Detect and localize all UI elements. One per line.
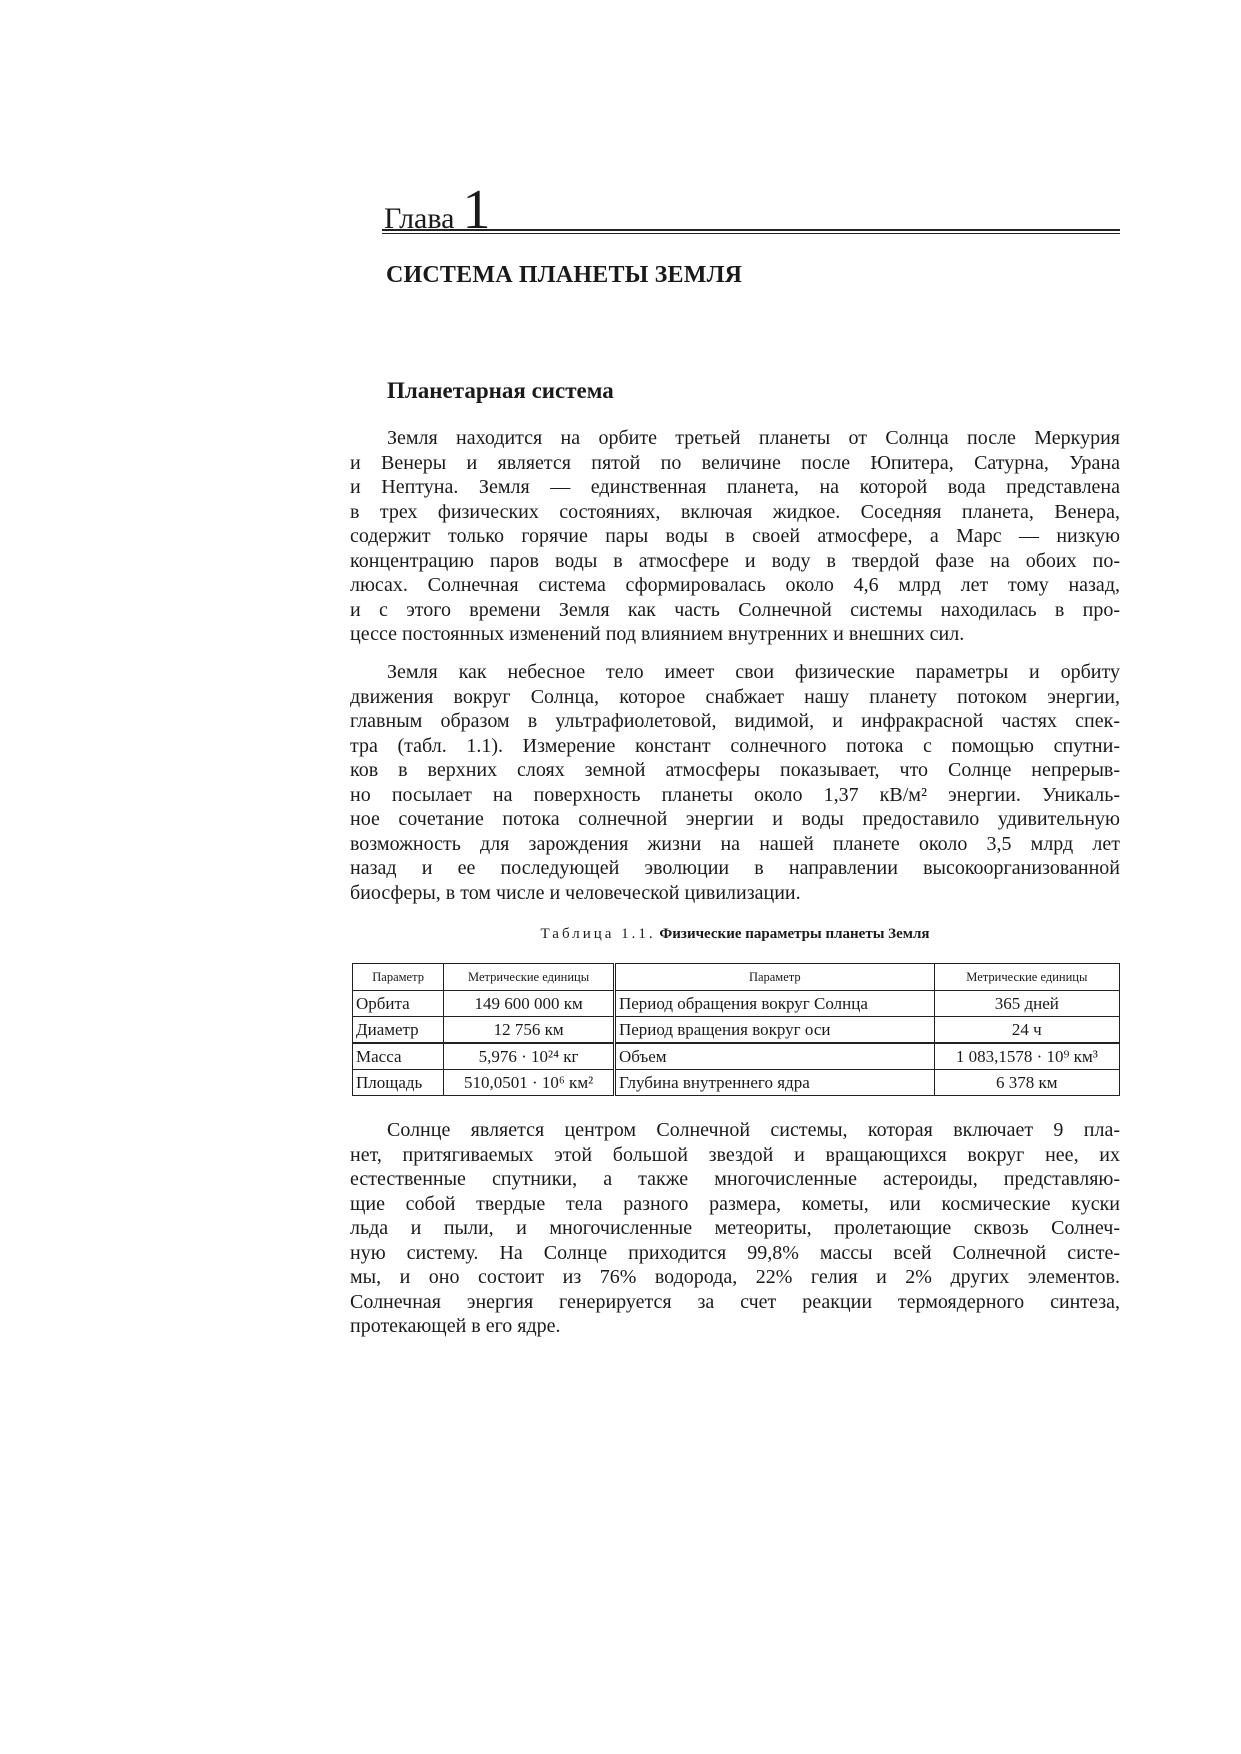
- text-line: и с этого времени Земля как часть Солнечной системы находилась в про-: [350, 598, 1120, 621]
- chapter-number: 1: [462, 179, 491, 241]
- table-cell: 149 600 000 км: [444, 991, 615, 1017]
- text-line: возможность для зарождения жизни на нашей планете около 3,5 млрд лет: [350, 832, 1120, 855]
- text-line: Земля как небесное тело имеет свои физические параметры и орбиту: [387, 661, 1120, 683]
- text-line: нет, притягиваемых этой большой звездой и вращающихся вокруг нее, их: [350, 1143, 1120, 1166]
- table-cell: Глубина внутреннего ядра: [614, 1070, 934, 1096]
- text-line: Солнце является центром Солнечной системы, которая включает 9 пла-: [387, 1119, 1120, 1141]
- text-line: щие собой твердые тела разного размера, кометы, или космические куски: [350, 1192, 1120, 1215]
- paragraph-1: [350, 426, 1120, 647]
- table-cell: 6 378 км: [934, 1070, 1119, 1096]
- table-caption: [350, 926, 1120, 943]
- text-line: льда и пыли, и многочисленные метеориты, пролетающие сквозь Солнеч-: [350, 1217, 1120, 1239]
- table-cell: 12 756 км: [444, 1017, 615, 1044]
- table-row: [353, 1043, 1120, 1070]
- table-cell: Масса: [353, 1043, 444, 1070]
- table-row: [353, 1070, 1120, 1096]
- text-line: Солнечная энергия генерируется за счет реакции термоядерного синтеза,: [350, 1290, 1120, 1313]
- table-cell: 5,976 · 10²⁴ кг: [444, 1043, 615, 1070]
- text-line: цессе постоянных изменений под влиянием внутренних и внешних сил.: [350, 623, 965, 645]
- header-cell: Метрические единицы: [934, 964, 1119, 991]
- text-line: люсах. Солнечная система сформировалась около 4,6 млрд лет тому назад,: [350, 574, 1120, 596]
- text-line: назад и ее последующей эволюции в направлении высокоорганизованной: [350, 857, 1120, 879]
- text-line: мы, и оно состоит из 76% водорода, 22% гелия и 2% других элементов.: [350, 1266, 1120, 1288]
- table-header-row: [353, 964, 1120, 991]
- chapter-label: Глава: [384, 202, 455, 235]
- table-caption-label: Таблица 1.1.: [540, 926, 656, 942]
- table-cell: Объем: [614, 1043, 934, 1070]
- text-line: тра (табл. 1.1). Измерение констант солнечного потока с помощью спутни-: [350, 734, 1120, 757]
- text-line: протекающей в его ядре.: [350, 1315, 561, 1337]
- text-line: главным образом в ультрафиолетовой, видимой, и инфракрасной частях спек-: [350, 710, 1120, 732]
- chapter-title: СИСТЕМА ПЛАНЕТЫ ЗЕМЛЯ: [386, 262, 743, 288]
- table-cell: Период вращения вокруг оси: [614, 1017, 934, 1044]
- text-line: биосферы, в том числе и человеческой цивилизации.: [350, 881, 801, 904]
- table-cell: Площадь: [353, 1070, 444, 1096]
- text-line: и Нептуна. Земля — единственная планета, на которой вода представлена: [350, 476, 1120, 498]
- text-line: ков в верхних слоях земной атмосферы показывает, что Солнце непрерыв-: [350, 759, 1120, 781]
- text-line: в трех физических состояниях, включая жидкое. Соседняя планета, Венера,: [350, 500, 1120, 523]
- paragraph-3: [350, 1118, 1120, 1339]
- text-line: движения вокруг Солнца, которое снабжает нашу планету потоком энергии,: [350, 685, 1120, 708]
- text-line: содержит только горячие пары воды в своей атмосфере, а Марс — низкую: [350, 525, 1120, 547]
- parameters-table: [352, 963, 1120, 1096]
- paragraph-2: [350, 660, 1120, 905]
- table-cell: 365 дней: [934, 991, 1119, 1017]
- header-cell: Параметр: [353, 964, 444, 991]
- table-cell: 1 083,1578 · 10⁹ км³: [934, 1043, 1119, 1070]
- chapter-rule: [382, 229, 1120, 234]
- table-cell: 510,0501 · 10⁶ км²: [444, 1070, 615, 1096]
- table-cell: Диаметр: [353, 1017, 444, 1044]
- text-line: ное сочетание потока солнечной энергии и воды предоставило удивительную: [350, 808, 1120, 830]
- text-line: Земля находится на орбите третьей планеты от Солнца после Меркурия: [387, 427, 1120, 449]
- table-row: [353, 1017, 1120, 1044]
- table-cell: Период обращения вокруг Солнца: [614, 991, 934, 1017]
- header-cell: Метрические единицы: [444, 964, 615, 991]
- header-cell: Параметр: [614, 964, 934, 991]
- section-heading: Планетарная система: [387, 378, 614, 403]
- text-line: концентрацию паров воды в атмосфере и воду в твердой фазе на обоих по-: [350, 549, 1120, 572]
- text-line: ную систему. На Солнце приходится 99,8% массы всей Солнечной систе-: [350, 1241, 1120, 1264]
- table-caption-title: Физические параметры планеты Земля: [659, 926, 930, 942]
- text-line: естественные спутники, а также многочисленные астероиды, представляю-: [350, 1168, 1120, 1190]
- table-cell: 24 ч: [934, 1017, 1119, 1044]
- table-row: [353, 991, 1120, 1017]
- table-cell: Орбита: [353, 991, 444, 1017]
- text-line: но посылает на поверхность планеты около 1,37 кВ/м² энергии. Уникаль-: [350, 783, 1120, 806]
- text-line: и Венеры и является пятой по величине после Юпитера, Сатурна, Урана: [350, 451, 1120, 474]
